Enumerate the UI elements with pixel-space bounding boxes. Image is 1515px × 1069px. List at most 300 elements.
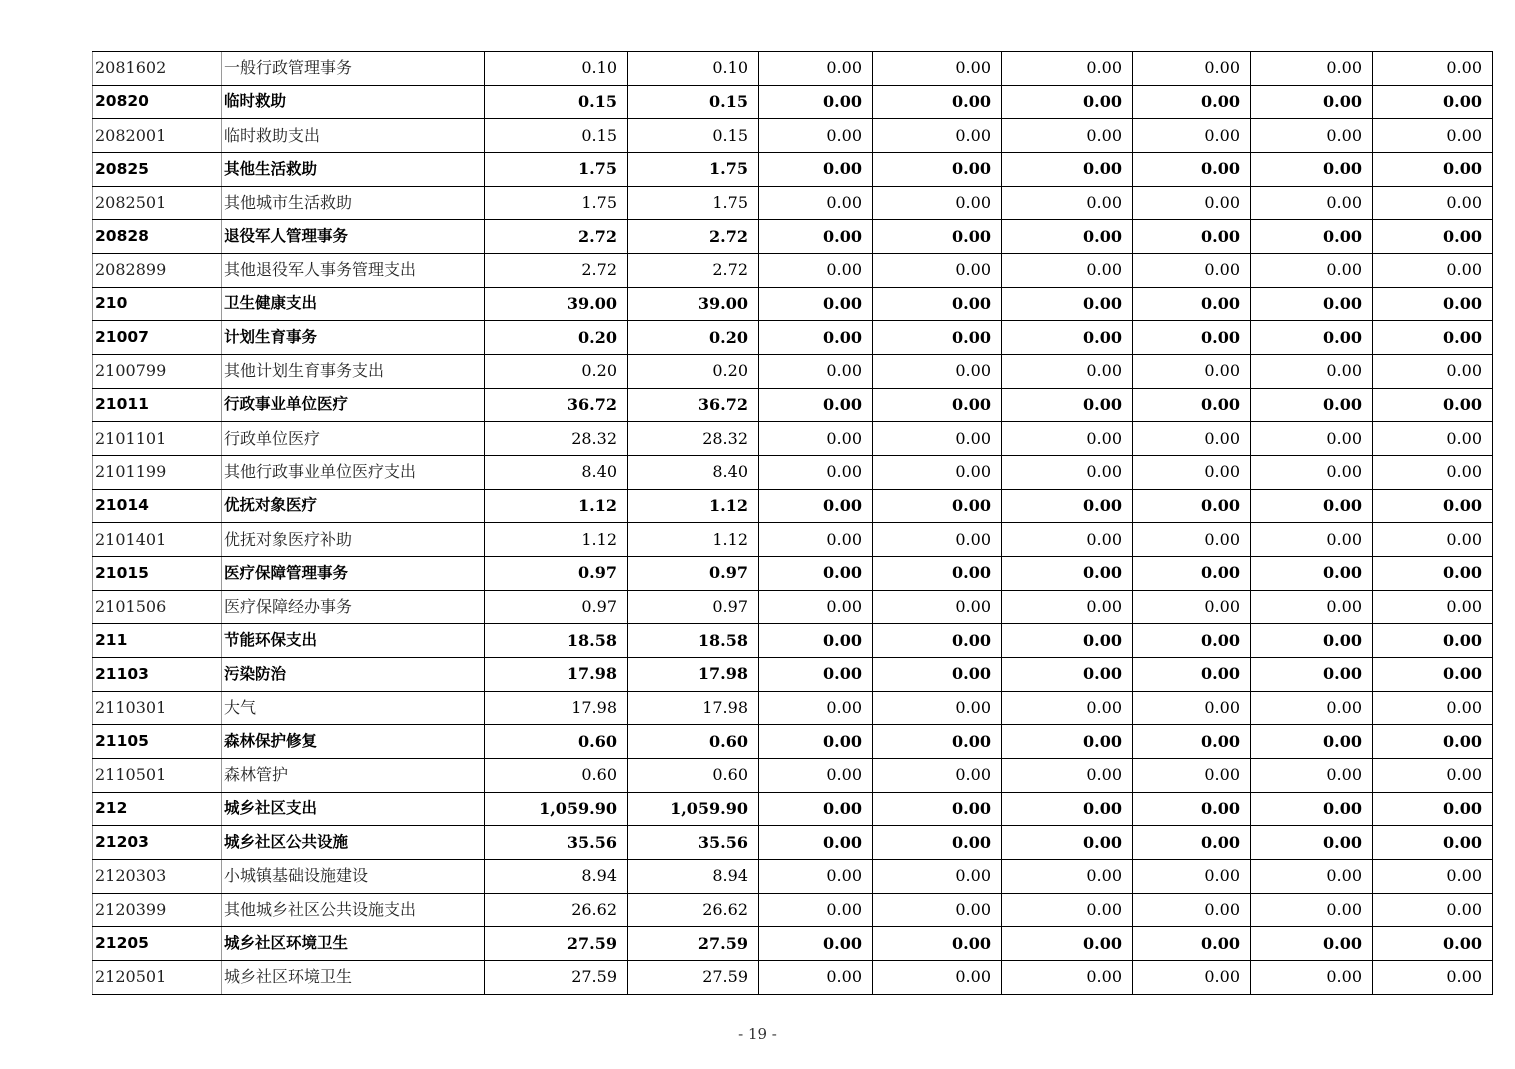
row-value: 0.00: [759, 456, 873, 490]
row-name: 一般行政管理事务: [222, 52, 485, 86]
row-name: 城乡社区环境卫生: [222, 961, 485, 995]
row-name: 行政单位医疗: [222, 422, 485, 456]
row-value: 0.00: [873, 422, 1002, 456]
row-name: 城乡社区环境卫生: [222, 927, 485, 961]
table-row: [93, 85, 1493, 119]
row-value: 0.00: [1002, 119, 1133, 153]
row-value: 0.00: [1373, 85, 1493, 119]
row-code: 2120303: [93, 860, 222, 894]
row-value: 0.00: [1133, 186, 1251, 220]
row-value: 0.00: [759, 321, 873, 355]
row-value: 18.58: [485, 624, 628, 658]
row-value: 0.00: [1002, 725, 1133, 759]
row-value: 0.00: [1251, 422, 1373, 456]
table-row: [93, 927, 1493, 961]
row-value: 0.00: [1002, 658, 1133, 692]
row-value: 0.00: [1002, 254, 1133, 288]
row-value: 0.00: [1373, 355, 1493, 389]
row-value: 0.00: [1251, 456, 1373, 490]
row-value: 0.00: [1251, 355, 1373, 389]
row-code: 2101101: [93, 422, 222, 456]
row-value: 0.00: [1002, 355, 1133, 389]
row-value: 0.00: [873, 388, 1002, 422]
table-row: [93, 321, 1493, 355]
row-value: 0.00: [873, 826, 1002, 860]
row-value: 0.00: [1251, 557, 1373, 591]
row-value: 0.00: [1373, 759, 1493, 793]
row-value: 1.12: [485, 489, 628, 523]
row-code: 21014: [93, 489, 222, 523]
row-value: 18.58: [628, 624, 759, 658]
row-value: 0.00: [759, 927, 873, 961]
row-value: 0.97: [485, 590, 628, 624]
row-value: 28.32: [485, 422, 628, 456]
row-code: 20825: [93, 153, 222, 187]
row-value: 0.00: [1133, 388, 1251, 422]
row-code: 2100799: [93, 355, 222, 389]
row-value: 27.59: [628, 927, 759, 961]
table-row: [93, 523, 1493, 557]
row-value: 0.00: [1133, 287, 1251, 321]
table-row: [93, 961, 1493, 995]
row-value: 0.00: [1251, 119, 1373, 153]
row-value: 0.00: [873, 691, 1002, 725]
table-row: [93, 186, 1493, 220]
row-value: 0.00: [1133, 557, 1251, 591]
row-value: 0.00: [759, 725, 873, 759]
row-value: 0.00: [1373, 523, 1493, 557]
table-row: [93, 388, 1493, 422]
row-value: 0.00: [1133, 153, 1251, 187]
row-value: 39.00: [485, 287, 628, 321]
row-name: 森林管护: [222, 759, 485, 793]
row-value: 0.00: [873, 119, 1002, 153]
row-value: 0.00: [1373, 826, 1493, 860]
table-row: [93, 826, 1493, 860]
row-value: 17.98: [485, 658, 628, 692]
row-value: 0.00: [1251, 254, 1373, 288]
row-value: 36.72: [628, 388, 759, 422]
row-value: 0.00: [1373, 422, 1493, 456]
row-code: 21015: [93, 557, 222, 591]
row-value: 0.00: [1002, 961, 1133, 995]
row-value: 0.60: [485, 759, 628, 793]
table-row: [93, 456, 1493, 490]
row-value: 0.00: [1251, 321, 1373, 355]
row-value: 1.75: [628, 153, 759, 187]
row-code: 2120399: [93, 893, 222, 927]
row-value: 0.00: [759, 759, 873, 793]
row-value: 0.00: [1133, 489, 1251, 523]
row-value: 0.00: [1373, 860, 1493, 894]
row-value: 2.72: [628, 254, 759, 288]
row-value: 0.00: [1251, 287, 1373, 321]
row-value: 0.00: [1133, 321, 1251, 355]
row-value: 0.00: [1251, 826, 1373, 860]
row-value: 0.00: [1002, 287, 1133, 321]
row-value: 35.56: [628, 826, 759, 860]
row-value: 0.00: [759, 153, 873, 187]
row-value: 26.62: [628, 893, 759, 927]
row-value: 0.00: [1133, 355, 1251, 389]
row-value: 1.75: [485, 153, 628, 187]
table-row: [93, 860, 1493, 894]
row-code: 210: [93, 287, 222, 321]
row-value: 0.00: [1133, 220, 1251, 254]
row-code: 21105: [93, 725, 222, 759]
row-value: 0.00: [1002, 220, 1133, 254]
table-body: [93, 52, 1493, 995]
row-value: 0.00: [873, 186, 1002, 220]
row-value: 0.00: [1251, 860, 1373, 894]
row-value: 0.00: [1251, 927, 1373, 961]
row-name: 卫生健康支出: [222, 287, 485, 321]
row-value: 0.00: [873, 254, 1002, 288]
row-name: 优抚对象医疗: [222, 489, 485, 523]
row-value: 0.00: [759, 691, 873, 725]
row-value: 0.00: [1251, 961, 1373, 995]
page-number: - 19 -: [738, 1025, 777, 1043]
row-value: 0.20: [628, 355, 759, 389]
row-value: 0.00: [759, 557, 873, 591]
row-name: 污染防治: [222, 658, 485, 692]
row-value: 0.20: [628, 321, 759, 355]
row-name: 退役军人管理事务: [222, 220, 485, 254]
row-value: 0.00: [759, 961, 873, 995]
row-value: 0.00: [1133, 691, 1251, 725]
row-value: 0.00: [1002, 624, 1133, 658]
row-value: 0.00: [1373, 456, 1493, 490]
row-value: 0.00: [759, 422, 873, 456]
row-value: 0.00: [1251, 153, 1373, 187]
row-value: 0.15: [628, 119, 759, 153]
row-value: 0.00: [1373, 590, 1493, 624]
row-value: 8.94: [485, 860, 628, 894]
row-value: 0.00: [1373, 186, 1493, 220]
row-value: 0.00: [1251, 523, 1373, 557]
budget-table: [92, 51, 1493, 995]
row-value: 0.00: [1373, 321, 1493, 355]
row-value: 1,059.90: [485, 792, 628, 826]
row-value: 0.00: [1133, 860, 1251, 894]
row-value: 0.00: [873, 658, 1002, 692]
row-value: 0.00: [1373, 691, 1493, 725]
row-value: 0.00: [1373, 52, 1493, 86]
row-value: 0.00: [1133, 927, 1251, 961]
row-value: 0.00: [1133, 52, 1251, 86]
row-value: 8.40: [485, 456, 628, 490]
row-name: 临时救助支出: [222, 119, 485, 153]
row-value: 0.97: [485, 557, 628, 591]
row-name: 森林保护修复: [222, 725, 485, 759]
row-value: 0.00: [1133, 725, 1251, 759]
row-value: 0.60: [485, 725, 628, 759]
row-name: 大气: [222, 691, 485, 725]
row-value: 17.98: [628, 658, 759, 692]
table-row: [93, 590, 1493, 624]
row-code: 2082501: [93, 186, 222, 220]
row-value: 0.00: [873, 523, 1002, 557]
row-value: 0.10: [485, 52, 628, 86]
row-value: 0.00: [1373, 961, 1493, 995]
row-name: 医疗保障经办事务: [222, 590, 485, 624]
row-value: 0.00: [1002, 321, 1133, 355]
row-value: 0.00: [1133, 85, 1251, 119]
row-value: 0.00: [1133, 792, 1251, 826]
row-value: 0.00: [873, 153, 1002, 187]
table-row: [93, 119, 1493, 153]
row-code: 21205: [93, 927, 222, 961]
row-value: 0.00: [1251, 85, 1373, 119]
row-value: 1.12: [628, 489, 759, 523]
row-value: 0.00: [759, 119, 873, 153]
row-value: 0.00: [873, 321, 1002, 355]
row-value: 0.00: [1251, 388, 1373, 422]
row-value: 0.00: [759, 826, 873, 860]
table-row: [93, 725, 1493, 759]
row-value: 0.00: [1251, 590, 1373, 624]
row-value: 0.00: [873, 85, 1002, 119]
row-value: 27.59: [485, 961, 628, 995]
row-name: 城乡社区公共设施: [222, 826, 485, 860]
row-value: 0.00: [759, 624, 873, 658]
row-value: 1.75: [485, 186, 628, 220]
row-value: 0.00: [1133, 961, 1251, 995]
row-value: 0.60: [628, 759, 759, 793]
row-value: 2.72: [485, 220, 628, 254]
row-value: 0.00: [873, 792, 1002, 826]
row-name: 其他计划生育事务支出: [222, 355, 485, 389]
row-value: 1.12: [485, 523, 628, 557]
row-value: 0.00: [1002, 792, 1133, 826]
table-row: [93, 355, 1493, 389]
row-value: 17.98: [485, 691, 628, 725]
table-row: [93, 893, 1493, 927]
row-value: 0.00: [873, 893, 1002, 927]
row-value: 0.00: [1002, 85, 1133, 119]
row-value: 0.00: [1373, 792, 1493, 826]
row-value: 2.72: [485, 254, 628, 288]
row-name: 优抚对象医疗补助: [222, 523, 485, 557]
row-value: 0.00: [1251, 658, 1373, 692]
row-value: 0.00: [759, 220, 873, 254]
row-value: 0.00: [1373, 658, 1493, 692]
row-value: 0.00: [759, 85, 873, 119]
row-value: 0.00: [1002, 186, 1133, 220]
row-value: 0.00: [1251, 52, 1373, 86]
row-value: 0.00: [873, 287, 1002, 321]
row-value: 0.00: [1133, 893, 1251, 927]
row-value: 0.10: [628, 52, 759, 86]
row-value: 0.00: [1251, 220, 1373, 254]
row-value: 0.00: [1251, 186, 1373, 220]
row-value: 0.00: [759, 52, 873, 86]
row-value: 0.00: [759, 860, 873, 894]
row-value: 0.00: [1002, 557, 1133, 591]
row-value: 0.00: [1002, 153, 1133, 187]
row-code: 2101401: [93, 523, 222, 557]
row-value: 0.00: [1251, 624, 1373, 658]
row-value: 0.00: [1133, 254, 1251, 288]
row-value: 1.75: [628, 186, 759, 220]
row-value: 0.00: [1002, 422, 1133, 456]
row-code: 20820: [93, 85, 222, 119]
row-value: 0.00: [873, 52, 1002, 86]
row-value: 27.59: [628, 961, 759, 995]
table-row: [93, 691, 1493, 725]
row-value: 0.00: [1002, 523, 1133, 557]
row-code: 20828: [93, 220, 222, 254]
row-code: 21011: [93, 388, 222, 422]
row-name: 其他行政事业单位医疗支出: [222, 456, 485, 490]
row-value: 0.00: [1251, 759, 1373, 793]
row-value: 0.00: [1373, 254, 1493, 288]
row-value: 0.00: [1373, 153, 1493, 187]
table-row: [93, 624, 1493, 658]
row-value: 0.00: [1373, 927, 1493, 961]
table-row: [93, 759, 1493, 793]
row-value: 0.00: [759, 388, 873, 422]
row-value: 0.00: [1373, 119, 1493, 153]
row-value: 0.00: [759, 792, 873, 826]
row-code: 2110301: [93, 691, 222, 725]
row-value: 0.15: [485, 119, 628, 153]
row-value: 0.00: [1373, 557, 1493, 591]
row-name: 节能环保支出: [222, 624, 485, 658]
row-value: 27.59: [485, 927, 628, 961]
row-value: 0.00: [1002, 691, 1133, 725]
row-value: 2.72: [628, 220, 759, 254]
row-value: 0.00: [1133, 523, 1251, 557]
row-name: 城乡社区支出: [222, 792, 485, 826]
row-value: 0.00: [873, 624, 1002, 658]
row-value: 0.00: [1251, 893, 1373, 927]
row-name: 小城镇基础设施建设: [222, 860, 485, 894]
row-value: 0.00: [759, 355, 873, 389]
row-value: 17.98: [628, 691, 759, 725]
row-value: 0.00: [1133, 826, 1251, 860]
row-name: 其他退役军人事务管理支出: [222, 254, 485, 288]
row-value: 1.12: [628, 523, 759, 557]
row-value: 0.00: [873, 759, 1002, 793]
row-value: 0.00: [759, 489, 873, 523]
row-value: 0.00: [1251, 792, 1373, 826]
row-value: 35.56: [485, 826, 628, 860]
row-name: 医疗保障管理事务: [222, 557, 485, 591]
row-value: 0.15: [485, 85, 628, 119]
row-code: 21103: [93, 658, 222, 692]
row-value: 0.00: [873, 557, 1002, 591]
row-value: 0.00: [1373, 220, 1493, 254]
table-row: [93, 489, 1493, 523]
row-value: 0.97: [628, 590, 759, 624]
row-name: 计划生育事务: [222, 321, 485, 355]
row-value: 0.00: [873, 927, 1002, 961]
row-value: 0.00: [1002, 590, 1133, 624]
row-code: 2101506: [93, 590, 222, 624]
row-value: 0.00: [873, 355, 1002, 389]
row-value: 0.00: [1373, 624, 1493, 658]
row-value: 1,059.90: [628, 792, 759, 826]
row-value: 0.00: [1002, 860, 1133, 894]
row-value: 0.15: [628, 85, 759, 119]
row-code: 2082899: [93, 254, 222, 288]
row-value: 0.00: [1002, 489, 1133, 523]
row-value: 0.00: [873, 860, 1002, 894]
row-value: 0.00: [759, 893, 873, 927]
row-value: 0.00: [1373, 893, 1493, 927]
row-name: 其他城市生活救助: [222, 186, 485, 220]
row-code: 2082001: [93, 119, 222, 153]
table-row: [93, 658, 1493, 692]
row-value: 0.00: [1133, 759, 1251, 793]
row-value: 0.00: [759, 186, 873, 220]
row-value: 28.32: [628, 422, 759, 456]
row-value: 0.00: [873, 590, 1002, 624]
row-value: 0.00: [1251, 725, 1373, 759]
table-row: [93, 220, 1493, 254]
row-value: 0.20: [485, 355, 628, 389]
row-code: 21203: [93, 826, 222, 860]
row-value: 0.00: [873, 456, 1002, 490]
table-row: [93, 557, 1493, 591]
row-value: 0.00: [1002, 826, 1133, 860]
row-code: 212: [93, 792, 222, 826]
row-value: 0.00: [759, 254, 873, 288]
row-code: 21007: [93, 321, 222, 355]
row-code: 2081602: [93, 52, 222, 86]
row-name: 行政事业单位医疗: [222, 388, 485, 422]
row-value: 39.00: [628, 287, 759, 321]
row-value: 0.00: [1002, 893, 1133, 927]
table-row: [93, 52, 1493, 86]
row-value: 0.97: [628, 557, 759, 591]
row-value: 0.60: [628, 725, 759, 759]
row-code: 211: [93, 624, 222, 658]
row-value: 0.00: [1133, 456, 1251, 490]
row-code: 2110501: [93, 759, 222, 793]
row-value: 36.72: [485, 388, 628, 422]
row-name: 临时救助: [222, 85, 485, 119]
row-value: 0.00: [1373, 287, 1493, 321]
row-value: 0.00: [1251, 691, 1373, 725]
row-value: 0.00: [1133, 590, 1251, 624]
row-value: 0.00: [1373, 388, 1493, 422]
table-row: [93, 254, 1493, 288]
row-value: 0.00: [873, 489, 1002, 523]
row-value: 0.00: [873, 961, 1002, 995]
table-row: [93, 153, 1493, 187]
row-value: 0.00: [1002, 927, 1133, 961]
row-value: 0.00: [1002, 759, 1133, 793]
row-value: 0.00: [1251, 489, 1373, 523]
row-value: 26.62: [485, 893, 628, 927]
row-value: 0.00: [759, 523, 873, 557]
row-name: 其他城乡社区公共设施支出: [222, 893, 485, 927]
row-value: 8.40: [628, 456, 759, 490]
row-value: 0.00: [1373, 725, 1493, 759]
row-value: 8.94: [628, 860, 759, 894]
row-value: 0.00: [759, 590, 873, 624]
row-name: 其他生活救助: [222, 153, 485, 187]
table-row: [93, 422, 1493, 456]
row-value: 0.00: [1002, 52, 1133, 86]
row-value: 0.00: [1133, 658, 1251, 692]
row-value: 0.00: [873, 725, 1002, 759]
row-value: 0.00: [1133, 422, 1251, 456]
row-value: 0.00: [1133, 119, 1251, 153]
row-value: 0.00: [759, 287, 873, 321]
